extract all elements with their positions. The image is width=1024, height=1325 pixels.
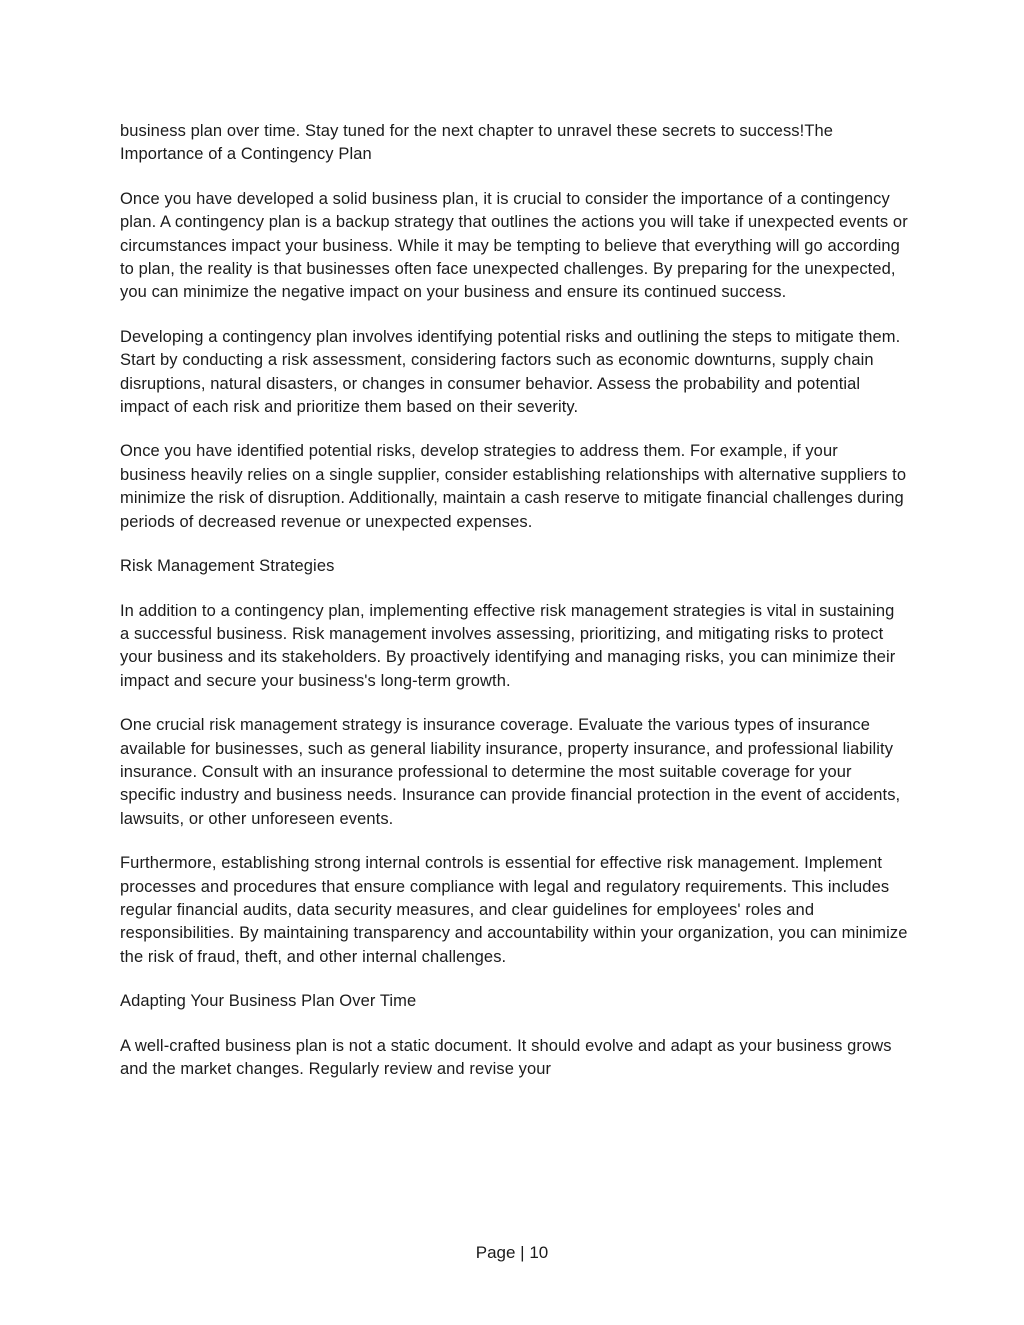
paragraph-developing-contingency: Developing a contingency plan involves identifying potential risks and outlining the steps to mitigate them. Start by conducting a risk assessment, considering factors such as economic downturns, supply chain disruptions, natural disasters, or changes in consumer behavior. Assess the probability and potential impact of each risk and prioritize them based on their severity. bbox=[120, 327, 901, 417]
paragraph-identified-risks: Once you have identified potential risks, develop strategies to address them. For example, if your business heavily relies on a single supplier, consider establishing relationships with alternative suppliers to minimize the risk of disruption. Additionally, maintain a cash reserve to mitigate financial challenges during periods of decreased revenue or unexpected expenses. bbox=[120, 442, 907, 531]
paragraph-insurance-coverage: One crucial risk management strategy is insurance coverage. Evaluate the various types of insurance available for businesses, such as general liability insurance, property insurance, and professional liability insurance. Consult with an insurance professional to determine the most suitable coverage for your specific industry and business needs. Insurance can provide financial protection in the event of accidents, lawsuits, or other unforeseen events. bbox=[120, 716, 901, 828]
section-heading-adapting-plan: Adapting Your Business Plan Over Time bbox=[120, 992, 417, 1011]
page-number-footer: Page | 10 bbox=[475, 1243, 549, 1262]
paragraph-adapting-plan: A well-crafted business plan is not a static document. It should evolve and adapt as your business grows and the market changes. Regularly review and revise your bbox=[120, 1036, 892, 1078]
paragraph-internal-controls: Furthermore, establishing strong internal controls is essential for effective risk management. Implement processes and procedures that ensure compliance with legal and regulatory requirements. This includes regular financial audits, data security measures, and clear guidelines for employees' roles and responsibilities. By maintaining transparency and accountability within your organization, you can minimize the risk of fraud, theft, and other internal challenges. bbox=[120, 854, 908, 966]
section-heading-risk-management: Risk Management Strategies bbox=[120, 557, 335, 576]
paragraph-continuation: business plan over time. Stay tuned for the next chapter to unravel these secrets to success!The Importance of a Contingency Plan bbox=[120, 122, 834, 164]
document-body bbox=[120, 120, 908, 1102]
paragraph-risk-management-intro: In addition to a contingency plan, implementing effective risk management strategies is vital in sustaining a successful business. Risk management involves assessing, prioritizing, and mitigating risks to protect your business and its stakeholders. By proactively identifying and managing risks, you can minimize their impact and secure your business's long-term growth. bbox=[120, 601, 896, 690]
paragraph-contingency-importance: Once you have developed a solid business plan, it is crucial to consider the importance of a contingency plan. A contingency plan is a backup strategy that outlines the actions you will take if unexpected events or circumstances impact your business. While it may be tempting to believe that everything will go according to plan, the reality is that businesses often face unexpected challenges. By preparing for the unexpected, you can minimize the negative impact on your business and ensure its continued success. bbox=[120, 189, 908, 302]
